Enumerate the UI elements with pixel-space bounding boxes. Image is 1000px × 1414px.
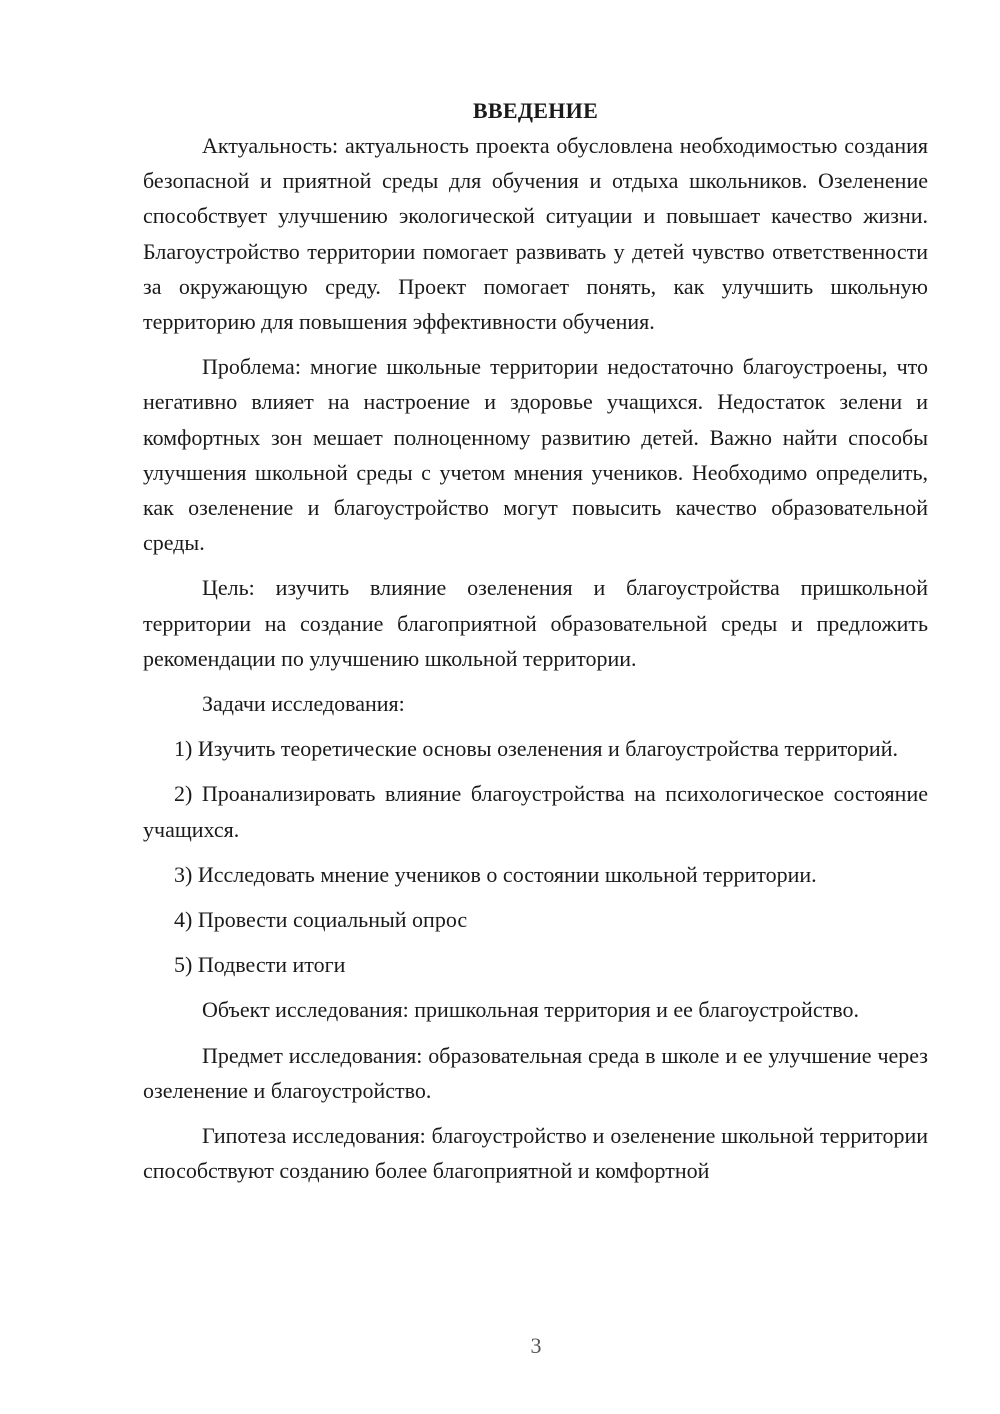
page-number: 3	[530, 1333, 542, 1358]
task-item-5: 5) Подвести итоги	[174, 952, 346, 978]
task-item-3: 3) Исследовать мнение учеников о состоянии школьной территории.	[174, 861, 817, 887]
task-item-1: 1) Изучить теоретические основы озеленения и благоустройства территорий.	[174, 736, 898, 762]
paragraph-goal: Цель: изучить влияние озеленения и благоустройства пришкольной территории на создание благоприятной образовательной среды и предложить рекомендации по улучшению школьной территории.	[143, 575, 928, 671]
paragraph-problem: Проблема: многие школьные территории недостаточно благоустроены, что негативно влияет на настроение и здоровье учащихся. Недостаток зелени и комфортных зон мешает полноценному развитию детей. Важно найти способы улучшения школьной среды с учетом мнения учеников. Необходимо определить, как озеленение и благоустройство могут повысить качество образовательной среды.	[143, 354, 928, 556]
paragraph-object: Объект исследования: пришкольная территория и ее благоустройство.	[202, 997, 859, 1023]
section-heading: ВВЕДЕНИЕ	[472, 98, 599, 123]
task-item-2: 2) Проанализировать влияние благоустройства на психологическое состояние учащихся.	[143, 781, 928, 842]
page-content	[143, 93, 928, 1198]
paragraph-relevance: Актуальность: актуальность проекта обусловлена необходимостью создания безопасной и приятной среды для обучения и отдыха школьников. Озеленение способствует улучшению экологической ситуации и повышает качество жизни. Благоустройство территории помогает развивать у детей чувство ответственности за окружающую среду. Проект помогает понять, как улучшить школьную территорию для повышения эффективности обучения.	[143, 133, 928, 335]
task-item-4: 4) Провести социальный опрос	[174, 907, 468, 933]
paragraph-hypothesis: Гипотеза исследования: благоустройство и озеленение школьной территории способствуют созданию более благоприятной и комфортной	[143, 1123, 928, 1184]
paragraph-tasks-intro: Задачи исследования:	[202, 691, 405, 717]
paragraph-subject: Предмет исследования: образовательная среда в школе и ее улучшение через озеленение и благоустройство.	[143, 1042, 928, 1103]
